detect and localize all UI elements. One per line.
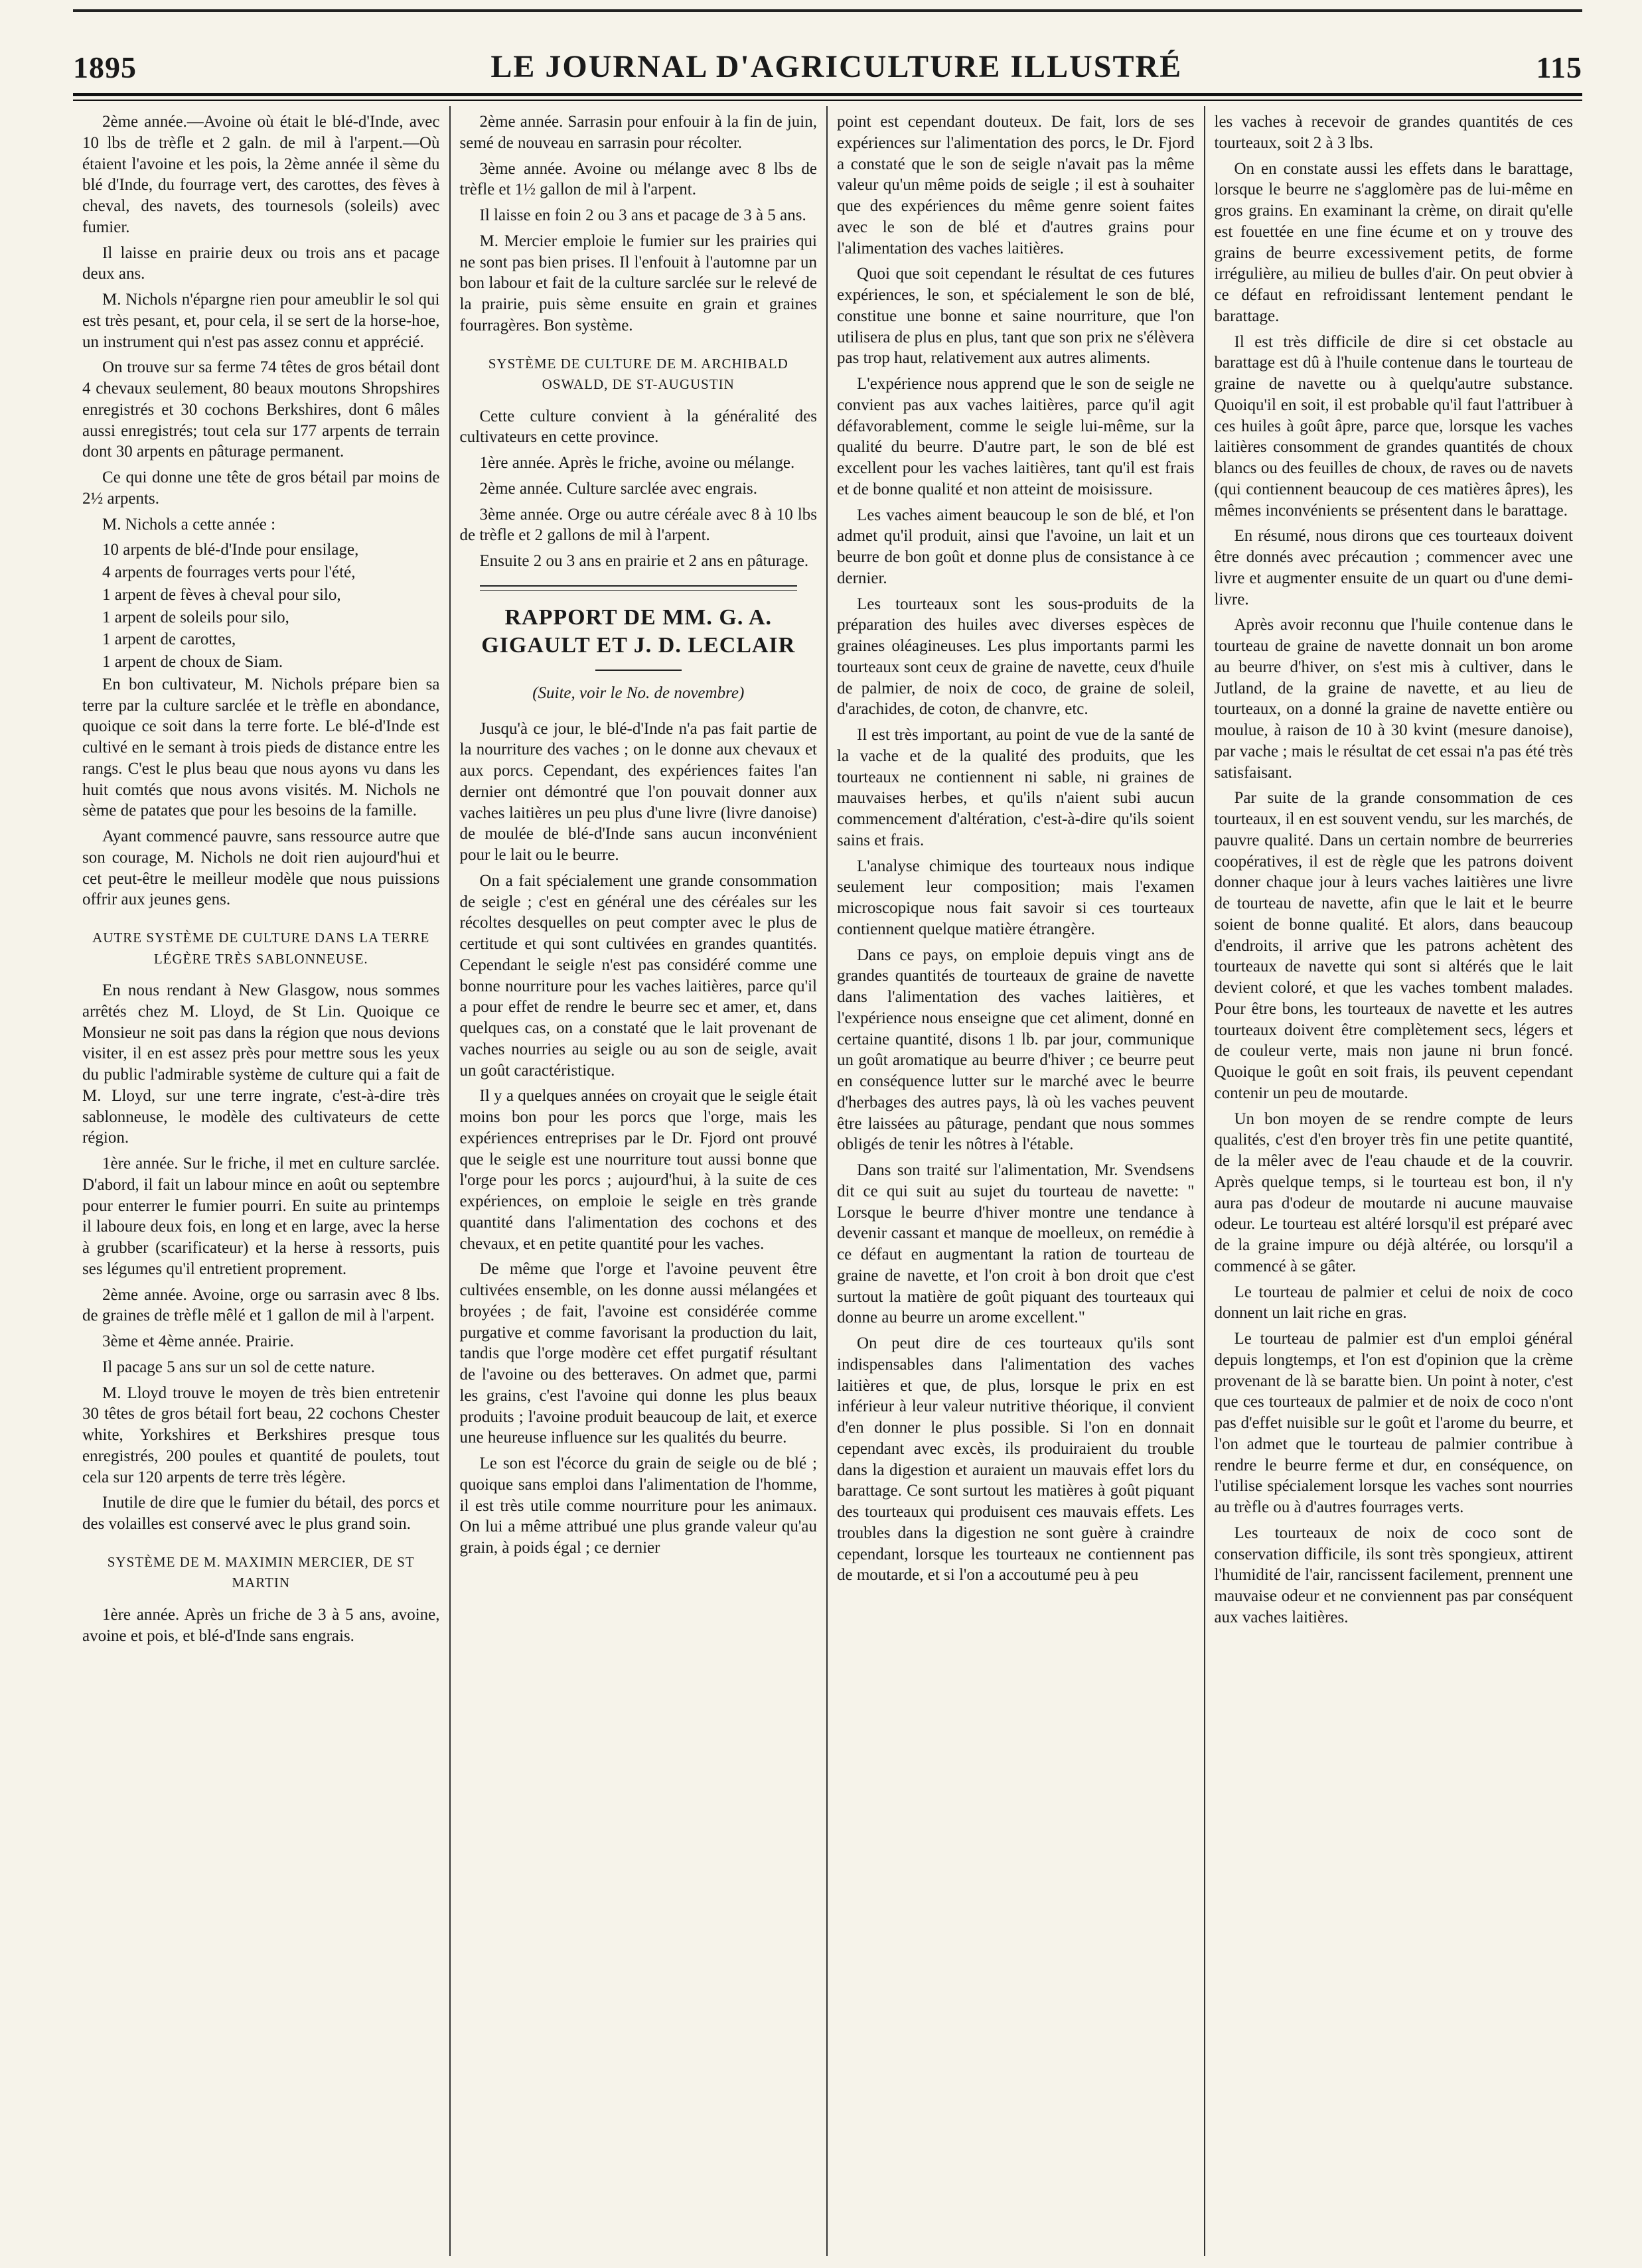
paragraph: point est cependant douteux. De fait, lors de ses expériences sur l'alimentation des porcs, le Dr. Fjord a constaté que le son de seigle n'avait pas la même valeur qu'un même poids de seigle ; il est à souhaiter que des expériences du même genre soient faites avec le son de blé et d'autres grains pour l'alimentation des vaches laitières. [837,113,1195,257]
paragraph: M. Lloyd trouve le moyen de très bien entretenir 30 têtes de gros bétail fort beau, 22 cochons Chester white, Yorkshires et Berkshires presque tous enregistrés, 200 poules et quantité de poulets, tout cela sur 120 arpents de terre très légère. [82,1383,440,1486]
paragraph: 3ème et 4ème année. Prairie. [102,1332,294,1350]
text-columns [73,106,1582,2256]
list-item: 1 arpent de soleils pour silo, [102,608,289,626]
paragraph: 1ère année. Après un friche de 3 à 5 ans, avoine, avoine et pois, et blé-d'Inde sans engrais. [82,1605,440,1645]
paragraph: Il y a quelques années on croyait que le seigle était moins bon pour les porcs que l'orge, mais les expériences entreprises par le Dr. Fjord ont prouvé que le seigle est une nourriture tout aussi bonne que l'orge pour les porcs ; aujourd'hui, à la suite de ces expériences, on emploie le seigle en très grande quantité dans l'alimentation des cochons et des chevaux, et en petite quantité pour les vaches. [459,1087,817,1253]
paragraph: En résumé, nous dirons que ces tourteaux doivent être donnés avec précaution ; commencer avec une livre et augmenter ensuite de un quart ou d'une demi-livre. [1214,527,1573,608]
crop-list [82,539,440,673]
header-page-number: 115 [1536,50,1582,84]
paragraph: En nous rendant à New Glasgow, nous sommes arrêtés chez M. Lloyd, de St Lin. Quoique ce Monsieur ne soit pas dans la région que nous devions visiter, il en est assez près pour mettre sous les yeux du public l'admirable système de culture qui a fait de M. Lloyd, sur une terre ingrate, c'est-à-dire très sablonneuse, le modèle des cultivateurs de cette région. [82,981,440,1147]
paragraph: Le tourteau de palmier est d'un emploi général depuis longtemps, et l'on est d'opinion que la crème provenant de là se baratte bien. Un point à noter, c'est que ces tourteaux de palmier et de noix de coco n'ont pas d'effet nuisible sur le goût et l'arome du beurre, et l'on admet que le tourteau de palmier contribue à rendre le beurre ferme et dur, en conséquence, on l'utilise spécialement lorsque les vaches sont nourries au trèfle ou à d'autres fourrages verts. [1214,1330,1573,1516]
paragraph: Il laisse en prairie deux ou trois ans et pacage deux ans. [82,244,440,283]
paragraph: Jusqu'à ce jour, le blé-d'Inde n'a pas fait partie de la nourriture des vaches ; on le donne aux chevaux et aux porcs. Cependant, des expériences faites l'an dernier ont démontré que l'on pouvait donner aux vaches laitières un peu plus d'une livre (livre danoise) de moulée de blé-d'Inde sans aucun inconvénient pour le lait ou le beurre. [459,719,817,864]
paragraph: Par suite de la grande consommation de ces tourteaux, il en est souvent vendu, sur les marchés, de pauvre qualité. Dans un certain nombre de beurreries coopératives, il est de règle que les patrons doivent donner chaque jour à leurs vaches laitières une livre de tourteau de navette, afin que le lait et le beurre soient de bonne qualité. Et alors, dans beaucoup d'endroits, il arrive que les patrons achètent des tourteaux de navette qui sont si altérés que le lait devient coloré, et que les vaches tombent malades. Pour être bons, les tourteaux de navette et les autres tourteaux doivent être complètement secs, légers et de couleur verte, mais non jaune ni brun foncé. Quoique le goût en soit frais, ils peuvent cependant contenir un peu de moutarde. [1214,789,1573,1102]
header-title: LE JOURNAL D'AGRICULTURE ILLUSTRÉ [490,49,1183,84]
paragraph: Un bon moyen de se rendre compte de leurs qualités, c'est d'en broyer très fin une petite quantité, de la mêler avec de l'eau chaude et de la couvrir. Après quelque temps, si le tourteau est bon, il n'y aura pas d'odeur de moutarde ni aucune mauvaise odeur. Le tourteau est altéré lorsqu'il est préparé avec de la graine impure ou déjà altérée, ou lorsqu'il a commencé à se gâter. [1214,1109,1573,1275]
header-rule-thin [73,100,1582,101]
list-item: 1 arpent de choux de Siam. [102,653,283,671]
paragraph: On a fait spécialement une grande consommation de seigle ; c'est en général une des céréales sur les récoltes desquelles on peut compter avec le plus de certitude et qui sont cultivées en grandes quantités. Cependant le seigle n'est pas considéré comme une bonne nourriture pour les vaches laitières, parce qu'il a pour effet de rendre le beurre sec et amer, et, dans quelques cas, on a constaté que le lait provenant de vaches nourries au seigle ou au son de seigle, avait un goût caractéristique. [459,871,817,1080]
top-edge-rule [73,9,1582,12]
paragraph: De même que l'orge et l'avoine peuvent être cultivées ensemble, on les donne aussi mélangées et broyées ; de fait, l'avoine est considérée comme purgative et comme favorisant la production du lait, tandis que l'orge modère cet effet purgatif résultant de l'avoine ou des betteraves. On admet que, parmi les grains, c'est l'avoine qui donne les plus beaux produits ; l'avoine produit beaucoup de lait, et exerce une heureuse influence sur les qualités du beurre. [459,1260,817,1447]
page-header [73,32,1582,85]
paragraph: 1ère année. Après le friche, avoine ou mélange. [479,454,795,472]
paragraph: 2ème année. Culture sarclée avec engrais. [479,479,758,498]
paragraph: En bon cultivateur, M. Nichols prépare bien sa terre par la culture sarclée et le trèfle en abondance, quoique ce soit dans la terre forte. Le blé-d'Inde est cultivé en le semant à trois pieds de distance entre les rangs. C'est le plus beau que nous ayons vu dans les huit comtés que nous avons visités. M. Nichols ne sème de patates que pour les besoins de la famille. [82,675,440,820]
paragraph: L'analyse chimique des tourteaux nous indique seulement leur composition; mais l'examen microscopique nous fait savoir si ces tourteaux contiennent quelque matière étrangère. [837,857,1195,938]
paragraph: Il pacage 5 ans sur un sol de cette nature. [102,1358,375,1376]
list-item: 1 arpent de carottes, [102,630,236,649]
article-subtitle: (Suite, voir le No. de novembre) [532,683,745,702]
column-3 [828,106,1205,2256]
paragraph: Dans son traité sur l'alimentation, Mr. Svendsens dit ce qui suit au sujet du tourteau de navette: " Lorsque le beurre d'hiver montre une tendance à devenir cassant et manque de moelleux, on remédie à ce défaut en augmentant la ration de tourteau de graine de navette, et l'on croit à bon droit que c'est surtout la matière de goût piquant des tourteaux qui donne au beurre un arome excellent." [837,1161,1195,1327]
paragraph: Ensuite 2 ou 3 ans en prairie et 2 ans en pâturage. [479,552,809,570]
paragraph: Il est très difficile de dire si cet obstacle au barattage est dû à l'huile contenue dans le tourteau de graine de navette ou à quelqu'autre substance. Quoiqu'il en soit, il est probable qu'il faut l'attribuer à ces huiles à goût âpre, parce que, lorsque les vaches laitières consomment de grandes quantités de choux blancs ou des feuilles de choux, de raves ou de navets (qui contiennent beaucoup de ces matières âpres), les mêmes inconvénients se présentent dans le barattage. [1214,332,1573,520]
column-4 [1205,106,1583,2256]
paragraph: Les tourteaux de noix de coco sont de conservation difficile, ils sont très spongieux, attirent l'humidité de l'air, rancissent facilement, prennent une mauvaise odeur et ne conviennent pas par conséquent aux vaches laitières. [1214,1524,1573,1626]
title-rule [595,670,682,671]
list-item: 4 arpents de fourrages verts pour l'été, [102,563,356,581]
paragraph: Les tourteaux sont les sous-produits de la préparation des huiles avec diverses espèces de graines oléagineuses. Les plus importants parmi les tourteaux sont ceux de graine de navette, ceux d'huile de palmier, de noix de coco, de graine de soleil, d'arachides, de coton, de chanvre, etc. [837,595,1195,719]
column-1 [73,106,451,2256]
paragraph: 3ème année. Avoine ou mélange avec 8 lbs de trèfle et 1½ gallon de mil à l'arpent. [459,159,817,199]
paragraph: On peut dire de ces tourteaux qu'ils sont indispensables dans l'alimentation des vaches laitières et que, de plus, lorsque le prix en est inférieur à leur valeur nutritive théorique, il convient d'en donner le plus possible. Si l'on en donnait cependant avec excès, ils produiraient du trouble dans la digestion et auraient un mauvais effet lors du barattage. Ce sont surtout les matières à goût piquant des tourteaux qui produisent ces mauvais effets. Les troubles dans la digestion ne sont guère à craindre cependant, lorsque les tourteaux ne contiennent pas de moutarde, et si l'on a accoutumé peu à peu [837,1334,1195,1585]
section-heading: SYSTÈME DE M. MAXIMIN MERCIER, DE ST MARTIN [107,1553,415,1591]
column-2 [451,106,828,2256]
paragraph: Quoi que soit cependant le résultat de ces futures expériences, le son, et spécialement le son de blé, constitue une bonne et saine nourriture, que l'on utilisera de plus en plus, tant que son prix ne s'élèvera pas trop haut, relativement aux autres aliments. [837,265,1195,368]
paragraph: 2ème année.—Avoine où était le blé-d'Inde, avec 10 lbs de trèfle et 2 galn. de mil à l'arpent.—Où étaient l'avoine et les pois, la 2ème année il sème du blé d'Inde, du fourrage vert, des carottes, des fèves à cheval, des navets, des tournesols (soleils) avec fumier. [82,113,440,236]
paragraph: Dans ce pays, on emploie depuis vingt ans de grandes quantités de tourteaux de graine de navette dans l'alimentation des vaches laitières, et l'expérience nous enseigne que cet aliment, donné en certaine quantité, disons 1 lb. par jour, communique un goût aromatique au beurre d'hiver ; ce beurre peut en conséquence lutter sur le marché avec le beurre d'herbages des autres pays, là où les vaches peuvent être laissées au pâturage, pendant que nous sommes obligés de tenir les nôtres à l'étable. [837,946,1195,1154]
section-heading: AUTRE SYSTÈME DE CULTURE DANS LA TERRE LÉGÈRE TRÈS SABLONNEUSE. [92,930,430,967]
section-heading: SYSTÈME DE CULTURE DE M. ARCHIBALD OSWALD, DE ST-AUGUSTIN [488,355,788,392]
paragraph: L'expérience nous apprend que le son de seigle ne convient pas aux vaches laitières, parce qu'il agit défavorablement, comme le seigle lui-même, sur la qualité du beurre. D'autre part, le son de blé est excellent pour les vaches laitières, tant qu'il est frais et de bonne qualité et non atteint de moisissure. [837,375,1195,498]
paragraph: 3ème année. Orge ou autre céréale avec 8 à 10 lbs de trèfle et 2 gallons de mil à l'arpent. [459,505,817,545]
paragraph: Cette culture convient à la généralité des cultivateurs en cette province. [459,407,817,447]
paragraph: 2ème année. Sarrasin pour enfouir à la fin de juin, semé de nouveau en sarrasin pour récolter. [459,113,817,152]
list-item: 1 arpent de fèves à cheval pour silo, [102,585,341,604]
paragraph: Le son est l'écorce du grain de seigle ou de blé ; quoique sans emploi dans l'alimentation de l'homme, il est très utile comme nourriture pour les animaux. On lui a même attribué une plus grande valeur qu'au grain, à poids égal ; ce dernier [459,1454,817,1557]
article-divider [480,585,798,591]
article-title: RAPPORT DE MM. G. A. GIGAULT ET J. D. LECLAIR [481,604,796,658]
paragraph: M. Mercier emploie le fumier sur les prairies qui ne sont pas bien prises. Il l'enfouit à l'automne par un bon labour et fait de la culture sarclée sur le relevé de la prairie, puis sème ensuite en grain et graines fourragères. Bon système. [459,232,817,334]
paragraph: Ayant commencé pauvre, sans ressource autre que son courage, M. Nichols ne doit rien aujourd'hui et cet peut-être le meilleur modèle que nous puissions offrir aux jeunes gens. [82,827,440,909]
header-rule-thick [73,93,1582,96]
paragraph: Ce qui donne une tête de gros bétail par moins de 2½ arpents. [82,468,440,508]
paragraph: Le tourteau de palmier et celui de noix de coco donnent un lait riche en gras. [1214,1283,1573,1322]
paragraph: Il laisse en foin 2 ou 3 ans et pacage de 3 à 5 ans. [479,206,806,224]
paragraph: M. Nichols a cette année : [102,515,276,533]
paragraph: 1ère année. Sur le friche, il met en culture sarclée. D'abord, il fait un labour mince en août ou septembre pour enterrer le fumier pourri. En suite au printemps il laboure deux fois, en long et en large, avec la herse à grubber (scarificateur) et la herse à ressorts, puis ses légumes qu'il entretient proprement. [82,1155,440,1278]
paragraph: 2ème année. Avoine, orge ou sarrasin avec 8 lbs. de graines de trèfle mêlé et 1 gallon de mil à l'arpent. [82,1285,440,1325]
paragraph: Les vaches aiment beaucoup le son de blé, et l'on admet qu'il produit, ainsi que l'avoine, un lait et un beurre de bon goût et donne plus de consistance à ce dernier. [837,506,1195,587]
paragraph: On trouve sur sa ferme 74 têtes de gros bétail dont 4 chevaux seulement, 80 beaux moutons Shropshires enregistrés et 30 cochons Berkshires, dont 6 mâles aussi enregistrés; tout cela sur 177 arpents de terrain dont 30 arpents en pâturage permanent. [82,358,440,461]
list-item: 10 arpents de blé-d'Inde pour ensilage, [102,541,359,559]
paragraph: M. Nichols n'épargne rien pour ameublir le sol qui est très pesant, et, pour cela, il se sert de la horse-hoe, un instrument qui n'est pas assez connu et apprécié. [82,291,440,351]
paragraph: les vaches à recevoir de grandes quantités de ces tourteaux, soit 2 à 3 lbs. [1214,113,1573,152]
header-year: 1895 [73,50,137,84]
paragraph: Il est très important, au point de vue de la santé de la vache et de la qualité des produits, que les tourteaux ne contiennent ni sable, ni graines de mauvaises herbes, et qu'ils n'aient subi aucun commencement d'altération, c'est-à-dire qu'ils soient sains et frais. [837,726,1195,849]
paragraph: On en constate aussi les effets dans le barattage, lorsque le beurre ne s'agglomère pas de lui-même en gros grains. En examinant la crème, on dirait qu'elle est fouettée en une fine écume et on y trouve des grains de beurre excessivement petits, de forme irrégulière, au milieu de bulles d'air. On peut obvier à ce défaut en refroidissant lentement pendant le barattage. [1214,159,1573,325]
paragraph: Inutile de dire que le fumier du bétail, des porcs et des volailles est conservé avec le plus grand soin. [82,1494,440,1533]
paragraph: Après avoir reconnu que l'huile contenue dans le tourteau de graine de navette donnait un bon arome au beurre d'hiver, on s'est mis à cultiver, dans le Jutland, de la graine de navette, et au lieu de tourteaux, on a donné la graine de navette entière ou moulue, à raison de 10 à 30 kvint (mesure danoise), par vache ; mais le résultat de cet essai n'a pas été très satisfaisant. [1214,616,1573,782]
